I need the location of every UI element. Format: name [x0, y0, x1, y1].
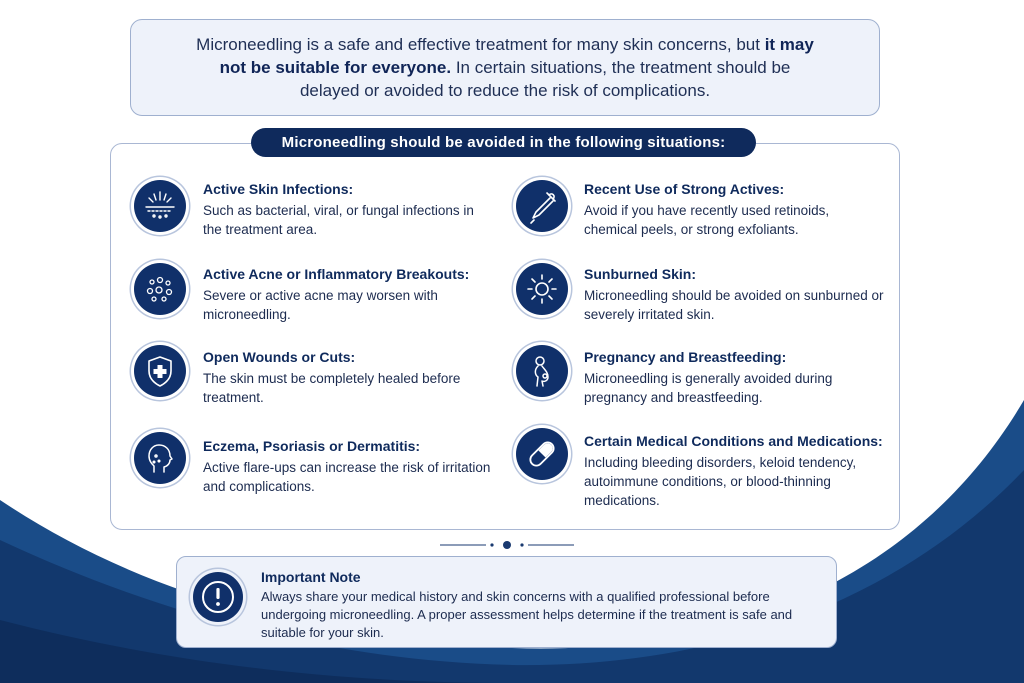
note-title: Important Note	[261, 569, 361, 585]
shield-cross-icon	[134, 345, 186, 397]
item-description: Severe or active acne may worsen with microneedling.	[203, 288, 438, 322]
item-description: Avoid if you have recently used retinoids, chemical peels, or strong exfoliants.	[584, 203, 830, 237]
skin-infection-icon	[134, 180, 186, 232]
intro-text	[191, 33, 819, 102]
item-title: Certain Medical Conditions and Medications:	[584, 433, 883, 449]
intro-text-lead: Microneedling is a safe and effective treatment for many skin concerns, but	[196, 35, 760, 54]
item-title: Recent Use of Strong Actives:	[584, 181, 785, 197]
situations-heading: Microneedling should be avoided in the following situations:	[251, 128, 756, 157]
item-description: Microneedling is generally avoided during pregnancy and breastfeeding.	[584, 371, 833, 405]
item-title: Sunburned Skin:	[584, 266, 696, 282]
item-description: Including bleeding disorders, keloid tendency, autoimmune conditions, or blood-thinning medications.	[584, 455, 857, 508]
sun-icon	[516, 263, 568, 315]
intro-box	[130, 19, 880, 116]
note-text: Always share your medical history and skin concerns with a qualified professional before undergoing microneedling. A proper assessment helps determine if the treatment is safe and suitable for your skin.	[261, 589, 793, 640]
acne-icon	[134, 263, 186, 315]
intro-text-tail: In certain situations, the treatment should be delayed or avoided to reduce the risk of complications.	[299, 58, 791, 100]
item-description: Such as bacterial, viral, or fungal infections in the treatment area.	[203, 203, 474, 237]
intro-text-bold: it may not be suitable for everyone.	[219, 35, 814, 77]
exclamation-icon	[193, 572, 243, 622]
capsule-icon	[516, 428, 568, 480]
item-description: The skin must be completely healed before treatment.	[203, 371, 461, 405]
item-title: Eczema, Psoriasis or Dermatitis:	[203, 438, 421, 454]
item-title: Open Wounds or Cuts:	[203, 349, 356, 365]
item-title: Pregnancy and Breastfeeding:	[584, 349, 787, 365]
pregnancy-icon	[516, 345, 568, 397]
item-title: Active Skin Infections:	[203, 181, 354, 197]
item-description: Microneedling should be avoided on sunburned or severely irritated skin.	[584, 288, 884, 322]
important-note-box	[176, 556, 837, 648]
item-description: Active flare-ups can increase the risk of irritation and complications.	[203, 460, 491, 494]
item-title: Active Acne or Inflammatory Breakouts:	[203, 266, 470, 282]
section-divider	[440, 538, 574, 552]
dropper-icon	[516, 180, 568, 232]
face-profile-icon	[134, 432, 186, 484]
